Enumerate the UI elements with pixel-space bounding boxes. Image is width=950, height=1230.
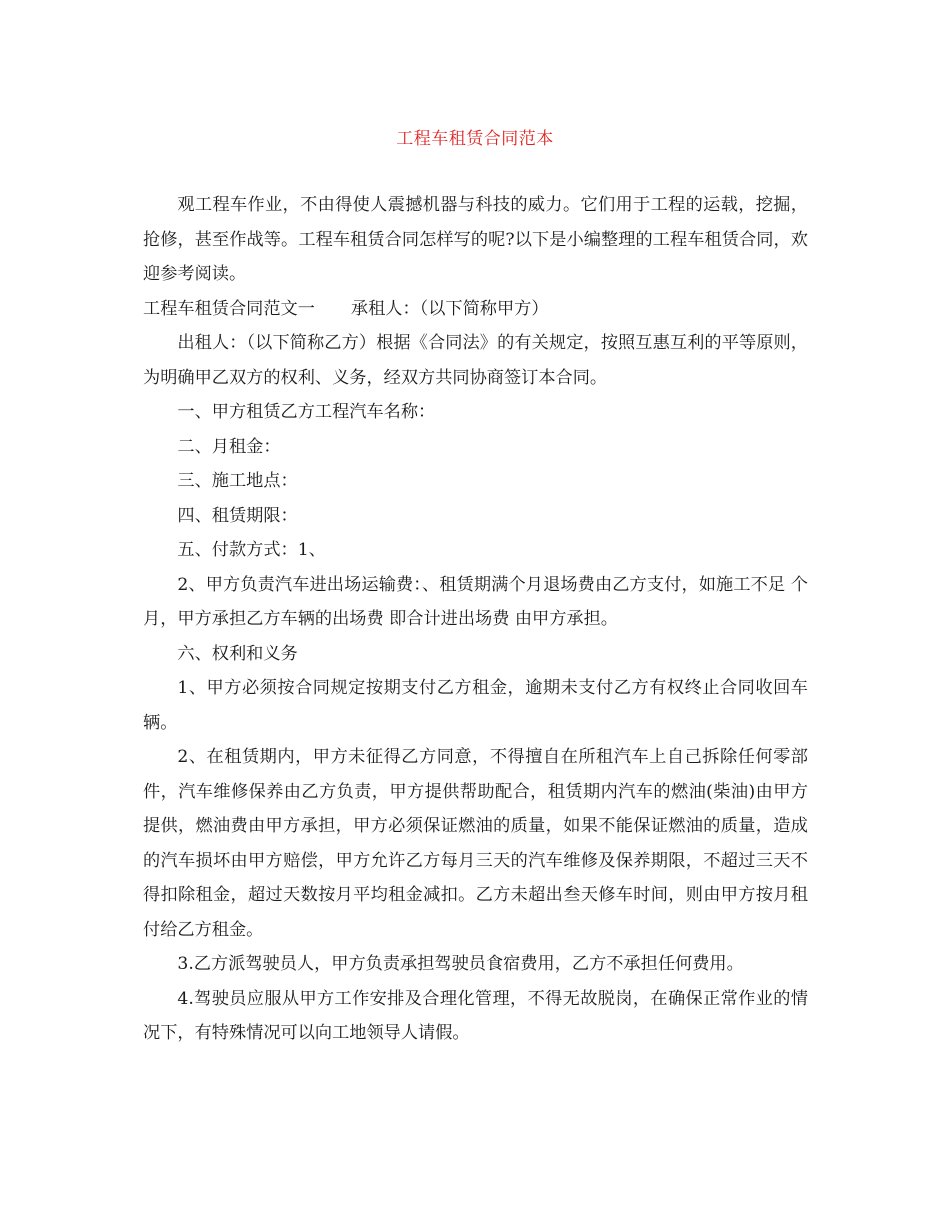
- clause-maintenance: 2、在租赁期内，甲方未征得乙方同意，不得擅自在所租汽车上自己拆除任何零部件，汽车维修保养由乙方负责，甲方提供帮助配合，租赁期内汽车的燃油(柴油)由甲方提供，燃油费由甲方承担，甲方必须保证燃油的质量，如果不能保证燃油的质量，造成的汽车损坏由甲方赔偿，甲方允许乙方每月三天的汽车维修及保养期限，不超过三天不得扣除租金，超过天数按月平均租金减扣。乙方未超出叁天修车时间，则由甲方按月租付给乙方租金。: [143, 747, 808, 940]
- clause-transport-fee: 2、甲方负责汽车进出场运输费：、租赁期满个月退场费由乙方支付，如施工不足 个月，甲方承担乙方车辆的出场费 即合计进出场费 由甲方承担。: [143, 574, 808, 629]
- lessor-paragraph: 出租人：（以下简称乙方）根据《合同法》的有关规定，按照互惠互利的平等原则，为明确甲乙双方的权利、义务，经双方共同协商签订本合同。: [143, 333, 808, 388]
- section-heading: 工程车租赁合同范文一: [143, 298, 315, 319]
- clause-site-location: 三、施工地点：: [177, 471, 298, 491]
- document-title: 工程车租赁合同范本: [396, 129, 554, 149]
- clause-monthly-rent: 二、月租金：: [177, 436, 281, 457]
- section-heading-line: [143, 292, 808, 327]
- clause-payment-method: 五、付款方式：1、: [177, 540, 326, 560]
- lessee-line: 承租人：（以下简称甲方）: [350, 298, 549, 319]
- intro-paragraph: 观工程车作业，不由得使人震撼机器与科技的威力。它们用于工程的运载，挖掘，抢修，甚至作战等。工程车租赁合同怎样写的呢?以下是小编整理的工程车租赁合同，欢迎参考阅读。: [143, 195, 808, 284]
- clause-driver-assignment: 3.乙方派驾驶员人，甲方负责承担驾驶员食宿费用，乙方不承担任何费用。: [177, 954, 744, 974]
- clause-driver-conduct: 4.驾驶员应服从甲方工作安排及合理化管理，不得无故脱岗，在确保正常作业的情况下，有特殊情况可以向工地领导人请假。: [143, 988, 808, 1043]
- clause-rights-duties-heading: 六、权利和义务: [177, 643, 298, 664]
- clause-lease-term: 四、租赁期限：: [177, 505, 298, 526]
- clause-vehicle-name: 一、甲方租赁乙方工程汽车名称：: [177, 402, 436, 422]
- clause-rent-payment: 1、甲方必须按合同规定按期支付乙方租金，逾期未支付乙方有权终止合同收回车辆。: [143, 678, 808, 733]
- document-body: [143, 188, 808, 1051]
